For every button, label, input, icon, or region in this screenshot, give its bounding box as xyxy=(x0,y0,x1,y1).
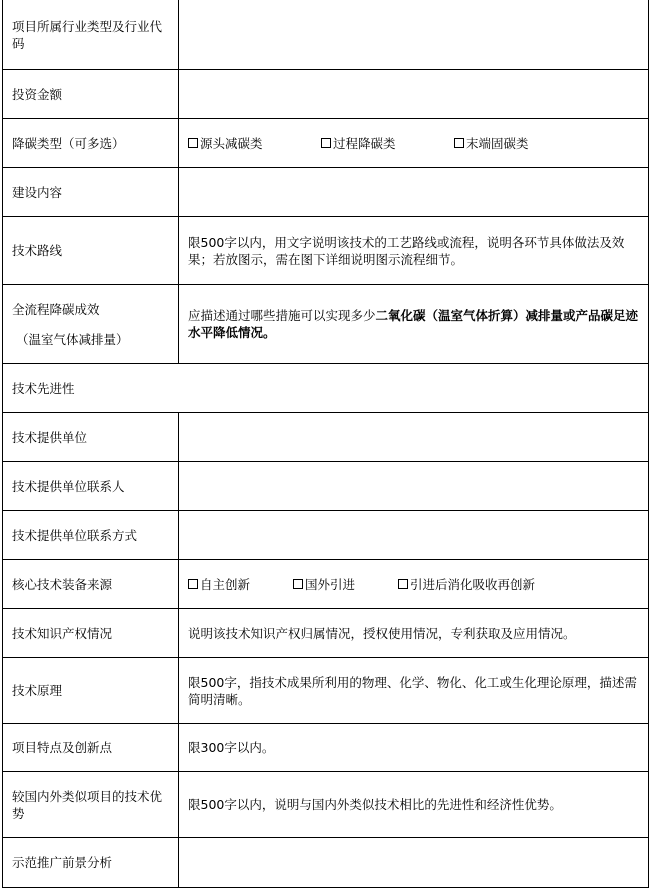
contact-label: 技术提供单位联系人 xyxy=(3,462,179,511)
effect-hint-plain: 应描述通过哪些措施可以实现多少 xyxy=(188,308,376,323)
application-form-table xyxy=(2,0,649,888)
carbon-type-options xyxy=(179,119,649,168)
comparison-label: 较国内外类似项目的技术优势 xyxy=(3,772,179,838)
contact-method-field[interactable] xyxy=(179,511,649,560)
row-route xyxy=(3,217,649,285)
investment-field[interactable] xyxy=(179,70,649,119)
equipment-source-option-import[interactable] xyxy=(293,576,398,593)
route-label: 技术路线 xyxy=(3,217,179,285)
carbon-type-label: 降碳类型（可多选） xyxy=(3,119,179,168)
effect-hint-bold: 二氧化碳（温室气体折算）减排量或产品碳足迹水平降低情况。 xyxy=(188,308,639,340)
advanced-label: 技术先进性 xyxy=(3,364,649,413)
prospect-field[interactable] xyxy=(179,838,649,888)
equipment-source-option-reinnovate[interactable] xyxy=(398,576,535,593)
row-investment xyxy=(3,70,649,119)
ip-hint[interactable]: 说明该技术知识产权归属情况，授权使用情况，专利获取及应用情况。 xyxy=(179,609,649,658)
row-content xyxy=(3,168,649,217)
principle-label: 技术原理 xyxy=(3,658,179,724)
checkbox-icon[interactable] xyxy=(188,579,198,589)
row-equipment-source xyxy=(3,560,649,609)
effect-label: 全流程降碳成效 xyxy=(12,301,100,317)
equipment-source-option-independent[interactable] xyxy=(188,576,293,593)
row-prospect xyxy=(3,838,649,888)
row-principle xyxy=(3,658,649,724)
carbon-type-option-label: 末端固碳类 xyxy=(466,135,529,151)
carbon-type-option-end[interactable] xyxy=(454,135,529,152)
provider-label: 技术提供单位 xyxy=(3,413,179,462)
content-label: 建设内容 xyxy=(3,168,179,217)
carbon-type-option-label: 过程降碳类 xyxy=(333,135,396,151)
features-hint[interactable]: 限300字以内。 xyxy=(179,724,649,772)
provider-field[interactable] xyxy=(179,413,649,462)
row-contact-method xyxy=(3,511,649,560)
row-comparison xyxy=(3,772,649,838)
content-field[interactable] xyxy=(179,168,649,217)
route-hint[interactable]: 限500字以内，用文字说明该技术的工艺路线或流程，说明各环节具体做法及效果；若放图示，需在图下详细说明图示流程细节。 xyxy=(179,217,649,285)
row-contact xyxy=(3,462,649,511)
ip-label: 技术知识产权情况 xyxy=(3,609,179,658)
carbon-type-option-label: 源头减碳类 xyxy=(200,135,263,151)
contact-field[interactable] xyxy=(179,462,649,511)
equipment-source-option-label: 引进后消化吸收再创新 xyxy=(410,576,536,592)
row-provider xyxy=(3,413,649,462)
comparison-hint[interactable]: 限500字以内，说明与国内外类似技术相比的先进性和经济性优势。 xyxy=(179,772,649,838)
effect-sublabel: （温室气体减排量） xyxy=(16,331,129,347)
row-ip xyxy=(3,609,649,658)
row-effect xyxy=(3,285,649,364)
checkbox-icon[interactable] xyxy=(188,138,198,148)
features-label: 项目特点及创新点 xyxy=(3,724,179,772)
row-carbon-type xyxy=(3,119,649,168)
equipment-source-options xyxy=(179,560,649,609)
checkbox-icon[interactable] xyxy=(293,579,303,589)
contact-method-label: 技术提供单位联系方式 xyxy=(3,511,179,560)
investment-label: 投资金额 xyxy=(3,70,179,119)
checkbox-icon[interactable] xyxy=(454,138,464,148)
industry-field[interactable] xyxy=(179,0,649,70)
equipment-source-option-label: 国外引进 xyxy=(305,576,356,592)
checkbox-icon[interactable] xyxy=(321,138,331,148)
prospect-label: 示范推广前景分析 xyxy=(3,838,179,888)
carbon-type-option-source[interactable] xyxy=(188,135,321,152)
row-features xyxy=(3,724,649,772)
row-industry xyxy=(3,0,649,70)
effect-hint[interactable] xyxy=(179,285,649,364)
industry-label: 项目所属行业类型及行业代码 xyxy=(3,0,179,70)
checkbox-icon[interactable] xyxy=(398,579,408,589)
row-advanced xyxy=(3,364,649,413)
equipment-source-label: 核心技术装备来源 xyxy=(3,560,179,609)
principle-hint[interactable]: 限500字，指技术成果所利用的物理、化学、物化、化工或生化理论原理，描述需简明清晰。 xyxy=(179,658,649,724)
carbon-type-option-process[interactable] xyxy=(321,135,454,152)
effect-label-cell xyxy=(3,285,179,364)
equipment-source-option-label: 自主创新 xyxy=(200,576,251,592)
